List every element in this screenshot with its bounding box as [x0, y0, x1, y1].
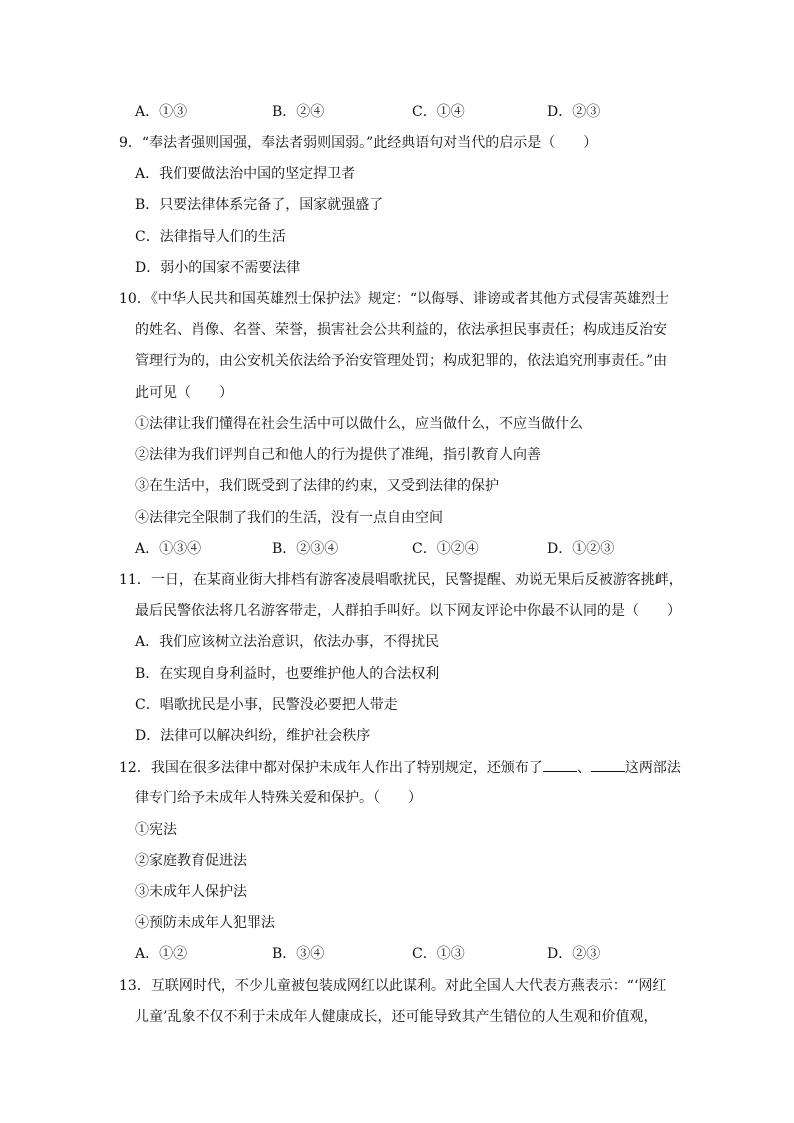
q10-item-2: ②法律为我们评判自己和他人的行为提供了准绳，指引教育人向善: [135, 447, 541, 463]
q12-option-a: A．①②: [135, 946, 188, 962]
q12-stem-line: [119, 757, 681, 777]
q12-stem-start: 12．我国在很多法律中都对保护未成年人作出了特别规定，还颁布了: [119, 760, 543, 776]
q12-stem-end: 这两部法: [624, 760, 681, 776]
q12-item-3: ③未成年人保护法: [135, 884, 247, 900]
q11-option-b: B．在实现自身利益时，也要维护他人的合法权利: [135, 666, 440, 682]
q12-stem-separator: 、: [576, 760, 591, 776]
answer-blank[interactable]: [543, 757, 577, 772]
q10-item-1: ①法律让我们懂得在社会生活中可以做什么，应当做什么，不应当做什么: [135, 416, 583, 432]
q10-item-3: ③在生活中，我们既受到了法律的约束，又受到法律的保护: [135, 478, 499, 494]
q8-option-b: B．②④: [272, 104, 325, 120]
q11-option-d: D．法律可以解决纠纷，维护社会秩序: [135, 728, 371, 744]
q12-option-d: D．②③: [547, 946, 601, 962]
q8-option-d: D．②③: [547, 104, 601, 120]
answer-blank[interactable]: [591, 757, 625, 772]
q10-stem-line: 管理行为的，由公安机关依法给予治安管理处罚；构成犯罪的，依法追究刑事责任。”由: [135, 353, 668, 369]
q9-option-d: D．弱小的国家不需要法律: [135, 260, 301, 276]
q11-option-a: A．我们应该树立法治意识，依法办事，不得扰民: [135, 634, 440, 650]
q11-stem-line: 11．一日，在某商业街大排档有游客凌晨唱歌扰民，民警提醒、劝说无果后反被游客挑衅，: [119, 572, 683, 588]
q9-stem: 9．“奉法者强则国强，奉法者弱则国弱。”此经典语句对当代的启示是（ ）: [119, 135, 598, 151]
q11-option-c: C．唱歌扰民是小事，民警没必要把人带走: [135, 697, 398, 713]
q9-option-c: C．法律指导人们的生活: [135, 229, 286, 245]
q9-option-b: B．只要法律体系完备了，国家就强盛了: [135, 197, 384, 213]
q8-option-a: A．①③: [135, 104, 188, 120]
q8-options: [135, 102, 695, 122]
q8-option-c: C．①④: [412, 104, 465, 120]
q10-stem-line: 的姓名、肖像、名誉、荣誉，损害社会公共利益的，依法承担民事责任；构成违反治安: [135, 322, 667, 338]
q10-option-d: D．①②③: [547, 541, 615, 557]
q10-option-c: C．①②④: [412, 541, 479, 557]
q12-item-1: ①宪法: [135, 822, 177, 838]
q10-option-b: B．②③④: [272, 541, 339, 557]
q12-option-c: C．①③: [412, 946, 465, 962]
q10-stem-line: 10．《中华人民共和国英雄烈士保护法》规定：“以侮辱、诽谤或者其他方式侵害英雄烈士: [119, 291, 669, 307]
q12-option-b: B．③④: [272, 946, 325, 962]
q9-option-a: A．我们要做法治中国的坚定捍卫者: [135, 166, 356, 182]
q12-options: [135, 944, 695, 964]
q10-options: [135, 539, 695, 559]
q13-stem-line: 13．互联网时代，不少儿童被包装成网红以此谋利。对此全国人大代表方燕表示：“‘网红: [119, 978, 667, 994]
q12-stem-line-2: 律专门给予未成年人特殊关爱和保护。（ ）: [135, 790, 422, 806]
q12-item-4: ④预防未成年人犯罪法: [135, 915, 275, 931]
q11-stem-line: 最后民警依法将几名游客带走，人群拍手叫好。以下网友评论中你最不认同的是（ ）: [135, 603, 681, 619]
q10-option-a: A．①③④: [135, 541, 202, 557]
q10-stem-line: 此可见（ ）: [135, 385, 233, 401]
q12-item-2: ②家庭教育促进法: [135, 853, 247, 869]
q10-item-4: ④法律完全限制了我们的生活，没有一点自由空间: [135, 510, 443, 526]
q13-stem-line: 儿童’乱象不仅不利于未成年人健康成长，还可能导致其产生错位的人生观和价值观，: [135, 1009, 658, 1025]
